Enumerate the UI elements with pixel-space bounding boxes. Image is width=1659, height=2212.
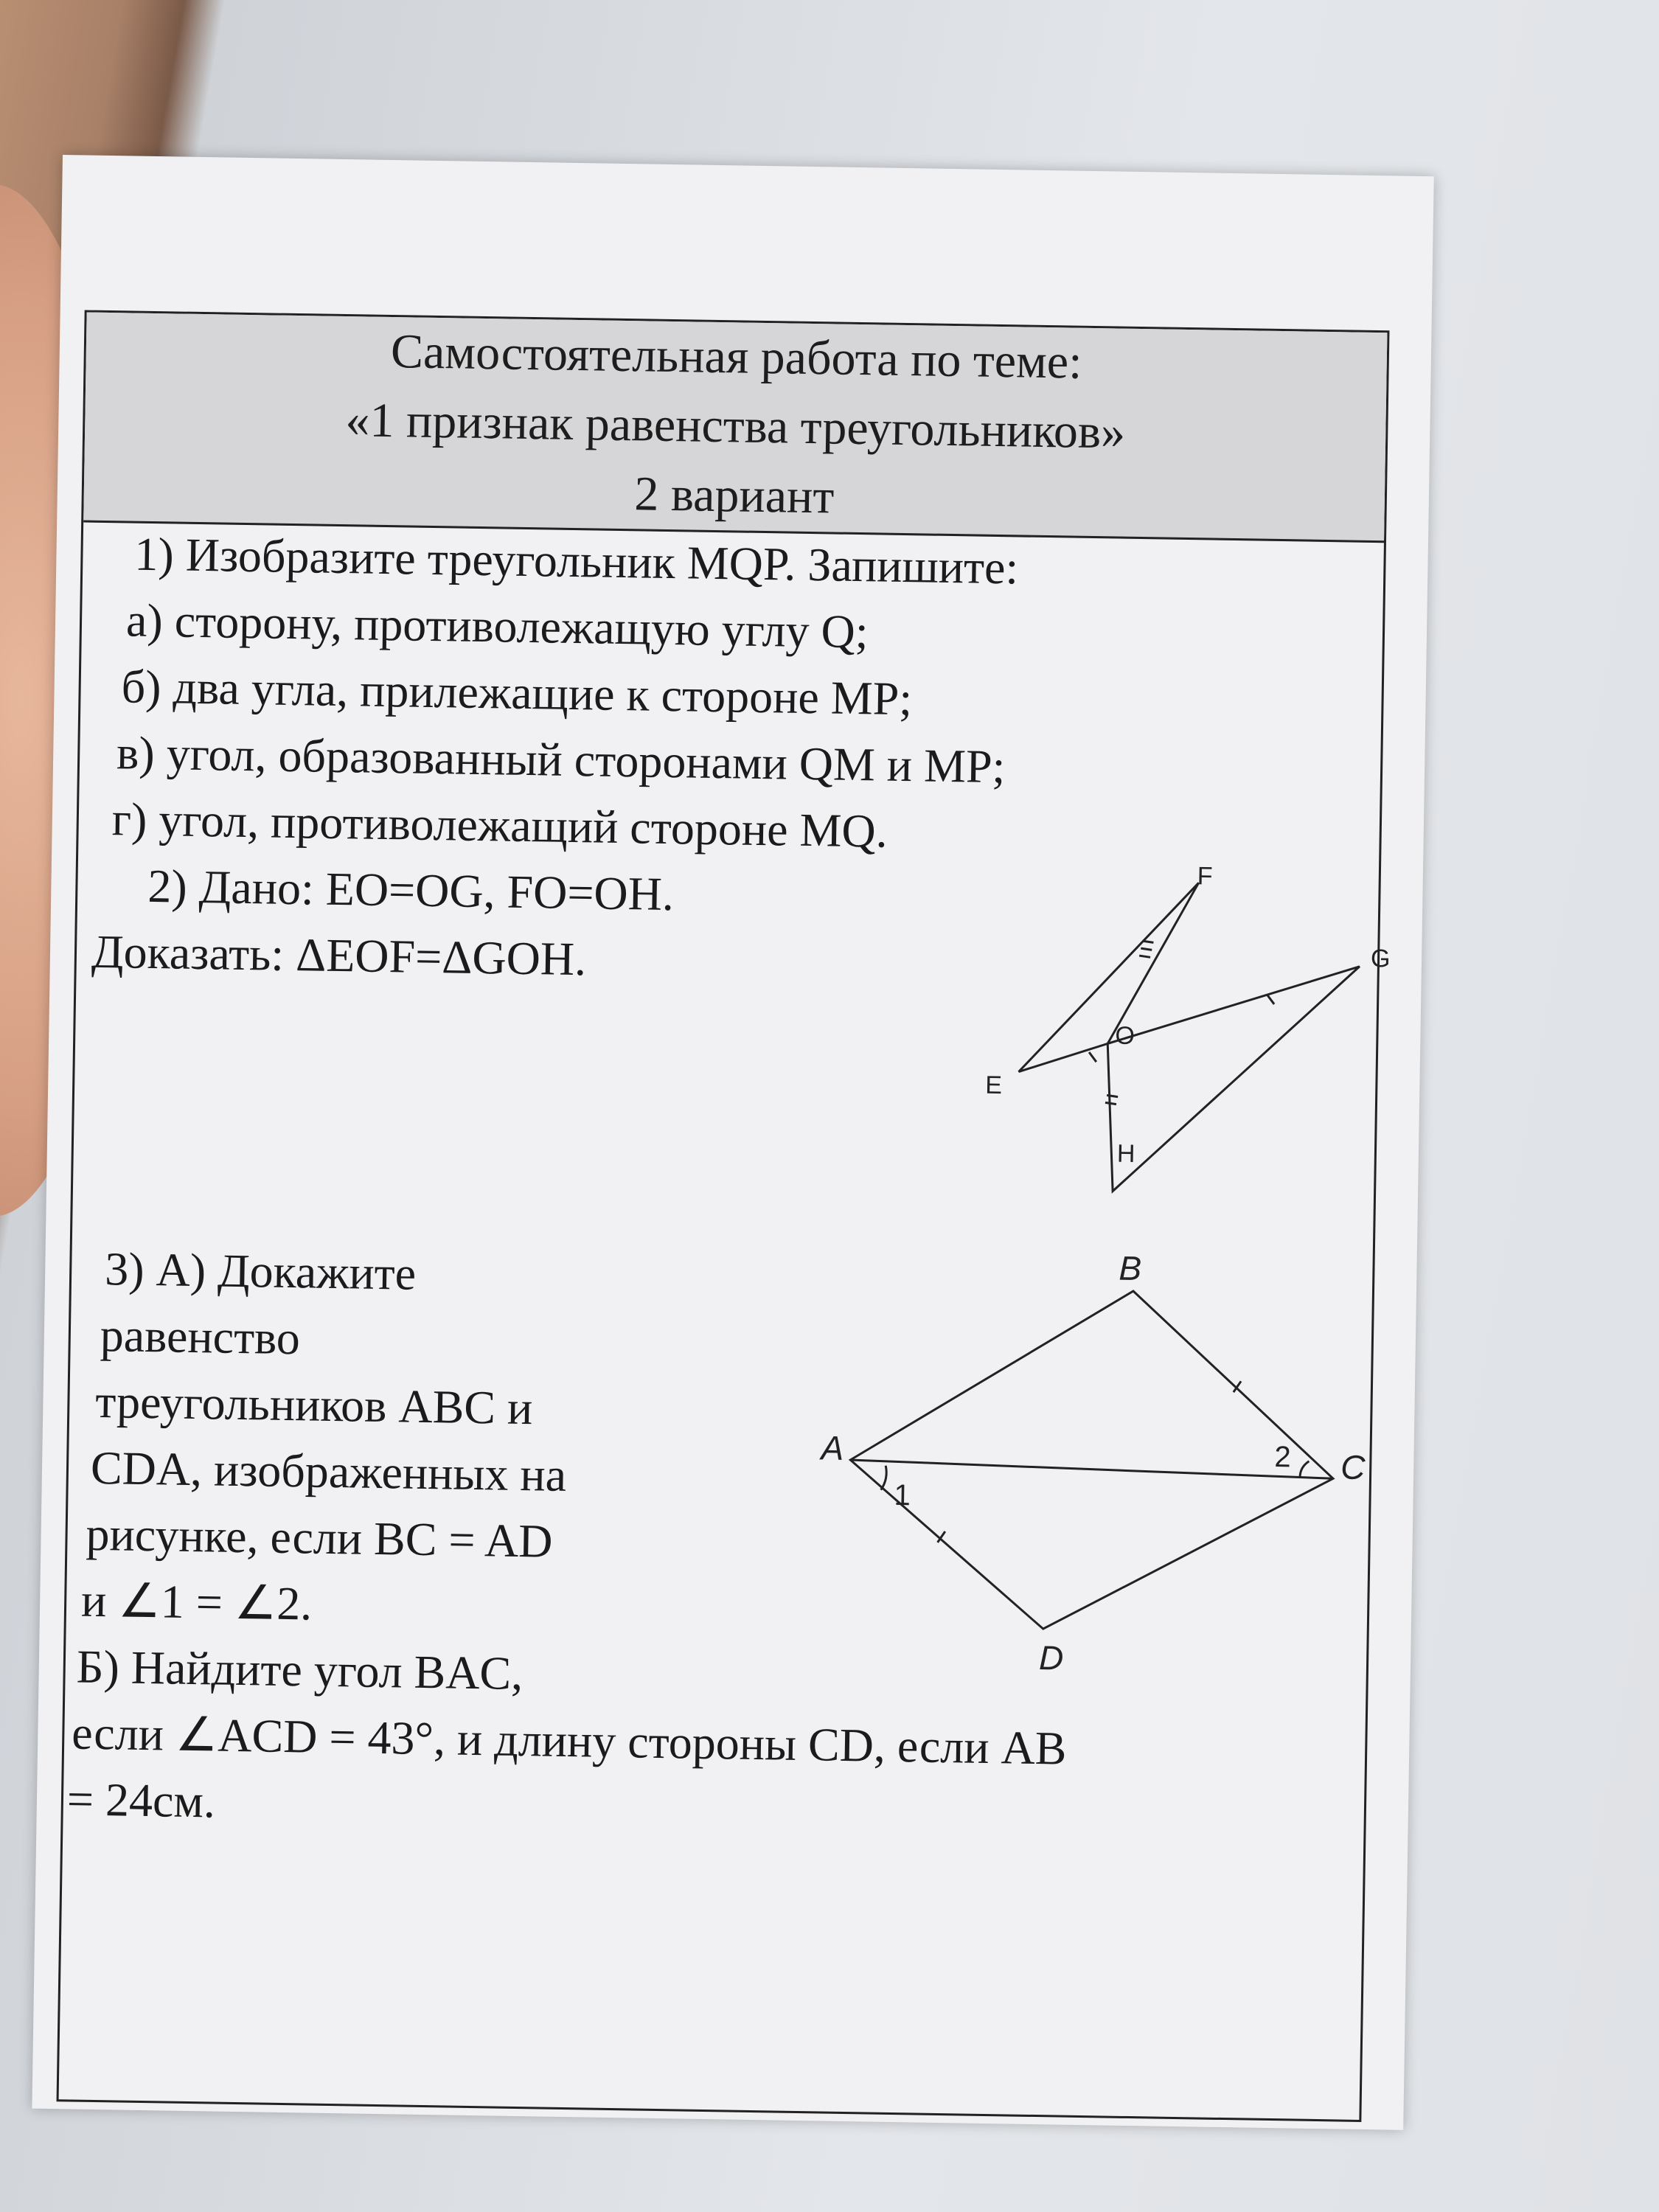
task3-line5: рисунке, если BC = AD xyxy=(86,1507,554,1568)
label-G: G xyxy=(1370,945,1391,973)
task1-item-c: в) угол, образованный сторонами QM и MP; xyxy=(116,726,1006,793)
task1-item-b: б) два угла, прилежащие к стороне MP; xyxy=(121,660,913,726)
label-E: E xyxy=(985,1071,1003,1100)
task1-intro: 1) Изобразите треугольник MQP. Запишите: xyxy=(133,527,1019,594)
task3-line9: = 24см. xyxy=(66,1773,216,1828)
task1-item-a: а) сторону, противолежащую углу Q; xyxy=(125,594,869,658)
label-H: H xyxy=(1116,1139,1135,1169)
label-C: C xyxy=(1340,1447,1366,1486)
label-F: F xyxy=(1197,862,1213,891)
task3-line8: если ∠ACD = 43°, и длину стороны CD, если AB xyxy=(71,1706,1067,1775)
worksheet-frame xyxy=(57,310,1390,2122)
task3-line3: треугольников ABC и xyxy=(94,1374,533,1435)
header-title: Самостоятельная работа по теме: xyxy=(390,324,1083,389)
triangle-goh xyxy=(1105,962,1360,1194)
label-D: D xyxy=(1038,1638,1064,1677)
task3-line1: 3) А) Докажите xyxy=(104,1242,417,1300)
header-variant: 2 вариант xyxy=(633,467,835,524)
label-A: A xyxy=(821,1428,844,1467)
angle-2-arc xyxy=(1300,1461,1309,1478)
task3-line6: и ∠1 = ∠2. xyxy=(80,1573,313,1630)
quadrilateral-abcd xyxy=(848,1287,1336,1633)
task1-item-d: г) угол, противолежащий стороне MQ. xyxy=(111,793,888,858)
task3-line4: CDA, изображенных на xyxy=(90,1441,567,1501)
task2-figure xyxy=(914,856,1391,1173)
label-B: B xyxy=(1119,1248,1142,1288)
header-topic: «1 признак равенства треугольников» xyxy=(344,393,1126,459)
task3-line2: равенство xyxy=(100,1309,301,1365)
task2-given: 2) Дано: EO=OG, FO=OH. xyxy=(147,859,675,921)
task2-prove: Доказать: ΔEOF=ΔGOH. xyxy=(91,925,587,986)
worksheet-header xyxy=(83,313,1387,543)
task3-figure xyxy=(787,1245,1369,1697)
diagonal-ac xyxy=(850,1460,1333,1478)
label-angle-1: 1 xyxy=(894,1478,911,1512)
task3-line7: Б) Найдите угол BAC, xyxy=(76,1640,524,1700)
label-angle-2: 2 xyxy=(1274,1441,1292,1474)
label-O: O xyxy=(1115,1021,1135,1050)
worksheet-paper xyxy=(32,155,1433,2130)
